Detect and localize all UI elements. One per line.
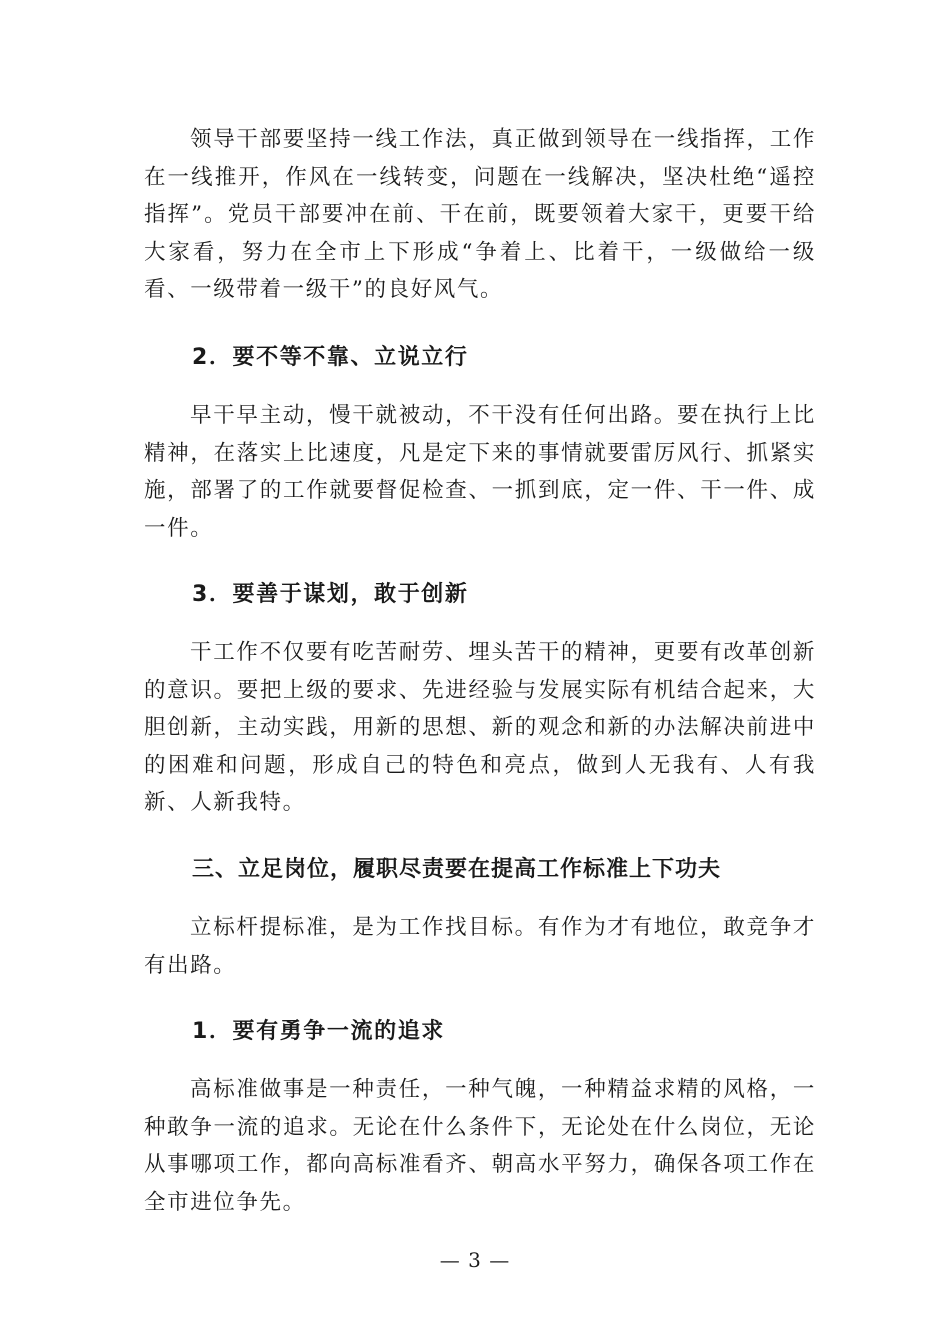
heading-act-immediately: 2．要不等不靠、立说立行 (192, 345, 469, 370)
section-heading-three: 三、立足岗位，履职尽责要在提高工作标准上下功夫 (192, 857, 722, 882)
page-number: — 3 — (439, 1248, 511, 1272)
paragraph-high-standards: 高标准做事是一种责任，一种气魄，一种精益求精的风格，一种敢争一流的追求。无论在什么条件下，无论处在什么岗位，无论从事哪项工作，都向高标准看齐、朝高水平努力，确保各项工作在全市进位争先。 (144, 1077, 816, 1215)
paragraph-act-quickly: 早干早主动，慢干就被动，不干没有任何出路。要在执行上比精神，在落实上比速度，凡是定下来的事情就要雷厉风行、抓紧实施，部署了的工作就要督促检查、一抓到底，定一件、干一件、成一件。 (144, 403, 816, 541)
paragraph-frontline-work: 领导干部要坚持一线工作法，真正做到领导在一线指挥，工作在一线推开，作风在一线转变，问题在一线解决，坚决杜绝“遥控指挥”。党员干部要冲在前、干在前，既要领着大家干，更要干给大家看，努力在全市上下形成“争着上、比着干，一级做给一级看、一级带着一级干”的良好风气。 (144, 127, 816, 303)
paragraph-set-standards: 立标杆提标准，是为工作找目标。有作为才有地位，敢竞争才有出路。 (144, 915, 816, 978)
heading-plan-innovate: 3．要善于谋划，敢于创新 (192, 582, 469, 607)
paragraph-innovation: 干工作不仅要有吃苦耐劳、埋头苦干的精神，更要有改革创新的意识。要把上级的要求、先进经验与发展实际有机结合起来，大胆创新，主动实践，用新的思想、新的观念和新的办法解决前进中的困难和问题，形成自己的特色和亮点，做到人无我有、人有我新、人新我特。 (144, 640, 816, 816)
heading-strive-first-class: 1．要有勇争一流的追求 (192, 1019, 445, 1044)
